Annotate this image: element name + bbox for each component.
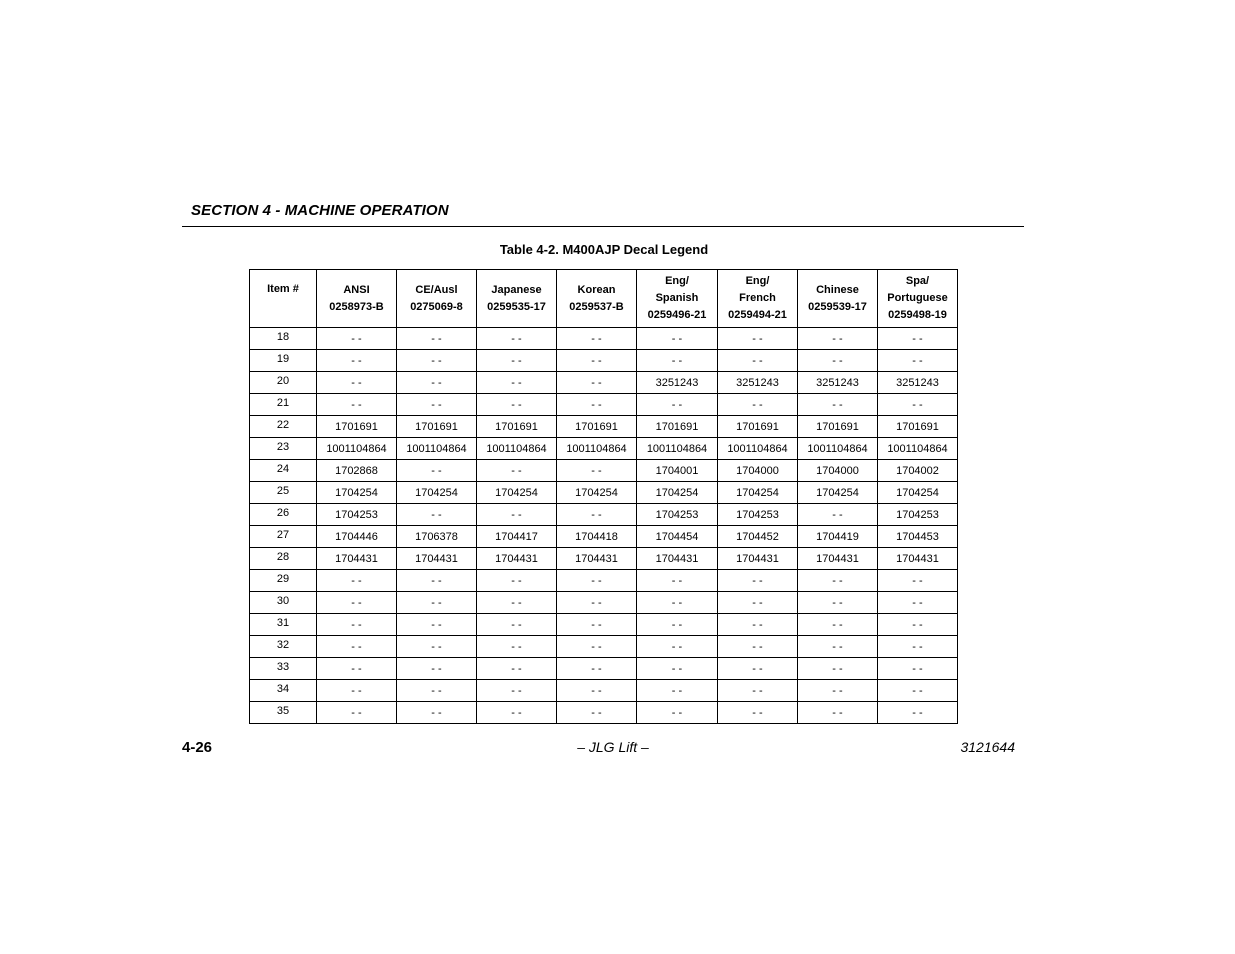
part-number-cell: - - — [878, 328, 958, 350]
part-number-cell: - - — [718, 350, 798, 372]
decal-legend-table — [249, 269, 958, 724]
part-number-cell: - - — [718, 614, 798, 636]
part-number-cell: 1704431 — [637, 548, 718, 570]
column-header-line: Spa/ — [905, 275, 930, 287]
part-number-cell: - - — [557, 350, 637, 372]
part-number-cell: 1701691 — [477, 416, 557, 438]
part-number-cell: 1001104864 — [557, 438, 637, 460]
column-header — [397, 270, 477, 328]
column-header-line: Eng/ — [745, 275, 770, 287]
table-row — [250, 658, 958, 680]
part-number-cell: - - — [637, 702, 718, 724]
part-number-cell: - - — [718, 680, 798, 702]
part-number-cell: 1704253 — [878, 504, 958, 526]
part-number-cell: - - — [477, 680, 557, 702]
part-number-cell: 1704254 — [397, 482, 477, 504]
column-header — [317, 270, 397, 328]
part-number-cell: - - — [477, 658, 557, 680]
item-number-cell: 22 — [250, 416, 317, 438]
table-row — [250, 438, 958, 460]
part-number-cell: 3251243 — [718, 372, 798, 394]
part-number-cell: 1704431 — [557, 548, 637, 570]
part-number-cell: - - — [317, 570, 397, 592]
table-row — [250, 548, 958, 570]
item-number-cell: 23 — [250, 438, 317, 460]
part-number-cell: 1704431 — [718, 548, 798, 570]
part-number-cell: - - — [397, 570, 477, 592]
page-number: 4-26 — [182, 739, 213, 756]
part-number-cell: - - — [798, 702, 878, 724]
part-number-cell: - - — [878, 614, 958, 636]
item-number-cell: 21 — [250, 394, 317, 416]
part-number-cell: - - — [718, 636, 798, 658]
table-row — [250, 592, 958, 614]
part-number-cell: - - — [557, 680, 637, 702]
part-number-cell: - - — [557, 658, 637, 680]
part-number-cell: - - — [637, 350, 718, 372]
item-number-cell: 35 — [250, 702, 317, 724]
part-number-cell: 1704000 — [798, 460, 878, 482]
part-number-cell: 1704454 — [637, 526, 718, 548]
part-number-cell: - - — [798, 636, 878, 658]
part-number-cell: - - — [477, 350, 557, 372]
part-number-cell: 1704254 — [557, 482, 637, 504]
table-row — [250, 482, 958, 504]
part-number-cell: 1704431 — [477, 548, 557, 570]
column-header-line: 0259537-B — [569, 300, 624, 313]
part-number-cell: - - — [397, 592, 477, 614]
part-number-cell: 1701691 — [637, 416, 718, 438]
part-number-cell: - - — [718, 658, 798, 680]
table-row — [250, 372, 958, 394]
item-number-cell: 18 — [250, 328, 317, 350]
table-row — [250, 394, 958, 416]
part-number-cell: - - — [397, 372, 477, 394]
table-row — [250, 328, 958, 350]
part-number-cell: 1704418 — [557, 526, 637, 548]
part-number-cell: - - — [798, 614, 878, 636]
part-number-cell: - - — [637, 328, 718, 350]
part-number-cell: - - — [637, 614, 718, 636]
column-header-line: 0275069-8 — [410, 300, 463, 313]
part-number-cell: 1001104864 — [477, 438, 557, 460]
part-number-cell: 1704453 — [878, 526, 958, 548]
part-number-cell: - - — [397, 504, 477, 526]
column-header — [637, 270, 718, 328]
part-number-cell: - - — [557, 702, 637, 724]
column-header-line: Chinese — [816, 283, 859, 296]
table-body — [250, 328, 958, 724]
part-number-cell: - - — [878, 570, 958, 592]
part-number-cell: 1704001 — [637, 460, 718, 482]
item-number-cell: 32 — [250, 636, 317, 658]
part-number-cell: 1704000 — [718, 460, 798, 482]
part-number-cell: 1704431 — [317, 548, 397, 570]
part-number-cell: - - — [477, 460, 557, 482]
part-number-cell: 1704254 — [798, 482, 878, 504]
part-number-cell: 1001104864 — [798, 438, 878, 460]
part-number-cell: - - — [397, 658, 477, 680]
part-number-cell: - - — [718, 702, 798, 724]
table-row — [250, 636, 958, 658]
column-header-line: French — [739, 292, 776, 304]
column-header-line: 0259494-21 — [728, 309, 787, 321]
part-number-cell: - - — [798, 680, 878, 702]
column-header-line: Japanese — [491, 283, 542, 296]
part-number-cell: - - — [557, 394, 637, 416]
part-number-cell: - - — [477, 328, 557, 350]
item-number-cell: 27 — [250, 526, 317, 548]
part-number-cell: - - — [317, 658, 397, 680]
column-header-item — [250, 270, 317, 328]
part-number-cell: - - — [397, 614, 477, 636]
part-number-cell: - - — [477, 504, 557, 526]
column-header-line: Portuguese — [887, 292, 948, 304]
part-number-cell: - - — [637, 658, 718, 680]
part-number-cell: - - — [317, 680, 397, 702]
part-number-cell: - - — [397, 394, 477, 416]
table-row — [250, 702, 958, 724]
part-number-cell: - - — [798, 504, 878, 526]
column-header-line: CE/Ausl — [415, 283, 458, 296]
part-number-cell: 1704417 — [477, 526, 557, 548]
item-number-cell: 33 — [250, 658, 317, 680]
part-number-cell: - - — [557, 504, 637, 526]
part-number-cell: 1704254 — [477, 482, 557, 504]
part-number-cell: - - — [557, 328, 637, 350]
item-number-cell: 20 — [250, 372, 317, 394]
table-row — [250, 680, 958, 702]
header-divider — [182, 226, 1024, 227]
part-number-cell: 1701691 — [317, 416, 397, 438]
part-number-cell: - - — [798, 394, 878, 416]
column-header-line: 0259539-17 — [808, 300, 867, 313]
item-number-cell: 19 — [250, 350, 317, 372]
part-number-cell: - - — [878, 394, 958, 416]
part-number-cell: - - — [397, 328, 477, 350]
part-number-cell: 1706378 — [397, 526, 477, 548]
part-number-cell: - - — [637, 680, 718, 702]
column-header-line: Eng/ — [665, 275, 689, 287]
part-number-cell: 3251243 — [798, 372, 878, 394]
part-number-cell: - - — [477, 372, 557, 394]
part-number-cell: 1704431 — [397, 548, 477, 570]
part-number-cell: 1701691 — [878, 416, 958, 438]
column-header-line: Item # — [267, 283, 299, 295]
part-number-cell: - - — [477, 592, 557, 614]
table-row — [250, 504, 958, 526]
part-number-cell: - - — [557, 460, 637, 482]
part-number-cell: - - — [477, 570, 557, 592]
part-number-cell: - - — [397, 636, 477, 658]
part-number-cell: 1001104864 — [397, 438, 477, 460]
item-number-cell: 28 — [250, 548, 317, 570]
item-number-cell: 30 — [250, 592, 317, 614]
part-number-cell: 1001104864 — [317, 438, 397, 460]
table-row — [250, 570, 958, 592]
part-number-cell: 1704254 — [878, 482, 958, 504]
column-header — [718, 270, 798, 328]
part-number-cell: - - — [397, 460, 477, 482]
part-number-cell: - - — [637, 394, 718, 416]
part-number-cell: 1704253 — [317, 504, 397, 526]
item-number-cell: 25 — [250, 482, 317, 504]
part-number-cell: - - — [317, 394, 397, 416]
part-number-cell: - - — [878, 702, 958, 724]
section-title: SECTION 4 - MACHINE OPERATION — [191, 202, 449, 219]
part-number-cell: - - — [557, 592, 637, 614]
column-header — [477, 270, 557, 328]
part-number-cell: - - — [878, 680, 958, 702]
part-number-cell: - - — [637, 636, 718, 658]
part-number-cell: - - — [477, 636, 557, 658]
column-header-line: ANSI — [343, 283, 370, 296]
part-number-cell: 1704452 — [718, 526, 798, 548]
part-number-cell: 1702868 — [317, 460, 397, 482]
column-header-line: 0259496-21 — [647, 309, 707, 321]
part-number-cell: 1701691 — [557, 416, 637, 438]
part-number-cell: - - — [477, 614, 557, 636]
part-number-cell: - - — [317, 350, 397, 372]
part-number-cell: 1701691 — [718, 416, 798, 438]
part-number-cell: - - — [718, 592, 798, 614]
part-number-cell: - - — [718, 328, 798, 350]
item-number-cell: 34 — [250, 680, 317, 702]
column-header — [557, 270, 637, 328]
item-number-cell: 24 — [250, 460, 317, 482]
column-header-line: 0259498-19 — [888, 309, 947, 321]
part-number-cell: - - — [798, 592, 878, 614]
part-number-cell: - - — [637, 592, 718, 614]
part-number-cell: 1704253 — [718, 504, 798, 526]
column-header — [798, 270, 878, 328]
part-number-cell: 1704002 — [878, 460, 958, 482]
column-header-line: 0259535-17 — [487, 300, 546, 313]
table-row — [250, 526, 958, 548]
part-number-cell: 1001104864 — [637, 438, 718, 460]
column-header-line: Spanish — [655, 292, 699, 304]
part-number-cell: - - — [557, 614, 637, 636]
part-number-cell: 1001104864 — [718, 438, 798, 460]
part-number-cell: - - — [557, 570, 637, 592]
part-number-cell: 1704431 — [878, 548, 958, 570]
part-number-cell: 1704253 — [637, 504, 718, 526]
part-number-cell: 1704431 — [798, 548, 878, 570]
part-number-cell: - - — [798, 658, 878, 680]
part-number-cell: - - — [317, 702, 397, 724]
part-number-cell: - - — [477, 702, 557, 724]
part-number-cell: - - — [317, 636, 397, 658]
part-number-cell: 3251243 — [637, 372, 718, 394]
part-number-cell: - - — [397, 702, 477, 724]
part-number-cell: - - — [878, 658, 958, 680]
part-number-cell: - - — [397, 680, 477, 702]
part-number-cell: - - — [718, 570, 798, 592]
item-number-cell: 29 — [250, 570, 317, 592]
part-number-cell: 1704254 — [637, 482, 718, 504]
part-number-cell: 1704446 — [317, 526, 397, 548]
footer-publisher: – JLG Lift – — [577, 739, 649, 755]
table-row — [250, 416, 958, 438]
table-row — [250, 614, 958, 636]
table-title: Table 4-2. M400AJP Decal Legend — [499, 242, 709, 257]
part-number-cell: 1701691 — [798, 416, 878, 438]
part-number-cell: - - — [317, 592, 397, 614]
column-header-line: Korean — [577, 283, 616, 296]
part-number-cell: - - — [718, 394, 798, 416]
part-number-cell: - - — [397, 350, 477, 372]
part-number-cell: - - — [557, 372, 637, 394]
part-number-cell: 1704419 — [798, 526, 878, 548]
part-number-cell: 3251243 — [878, 372, 958, 394]
table-row — [250, 350, 958, 372]
part-number-cell: - - — [557, 636, 637, 658]
table-header-row — [250, 270, 958, 328]
table-row — [250, 460, 958, 482]
item-number-cell: 31 — [250, 614, 317, 636]
column-header-line: 0258973-B — [329, 300, 384, 313]
part-number-cell: 1704254 — [317, 482, 397, 504]
part-number-cell: - - — [317, 614, 397, 636]
part-number-cell: - - — [798, 328, 878, 350]
column-header — [878, 270, 958, 328]
part-number-cell: - - — [878, 350, 958, 372]
document-number: 3121644 — [960, 739, 1015, 755]
part-number-cell: 1701691 — [397, 416, 477, 438]
part-number-cell: 1704254 — [718, 482, 798, 504]
part-number-cell: - - — [878, 636, 958, 658]
part-number-cell: - - — [317, 328, 397, 350]
part-number-cell: - - — [477, 394, 557, 416]
part-number-cell: - - — [878, 592, 958, 614]
part-number-cell: - - — [317, 372, 397, 394]
part-number-cell: - - — [798, 570, 878, 592]
item-number-cell: 26 — [250, 504, 317, 526]
part-number-cell: 1001104864 — [878, 438, 958, 460]
part-number-cell: - - — [798, 350, 878, 372]
part-number-cell: - - — [637, 570, 718, 592]
